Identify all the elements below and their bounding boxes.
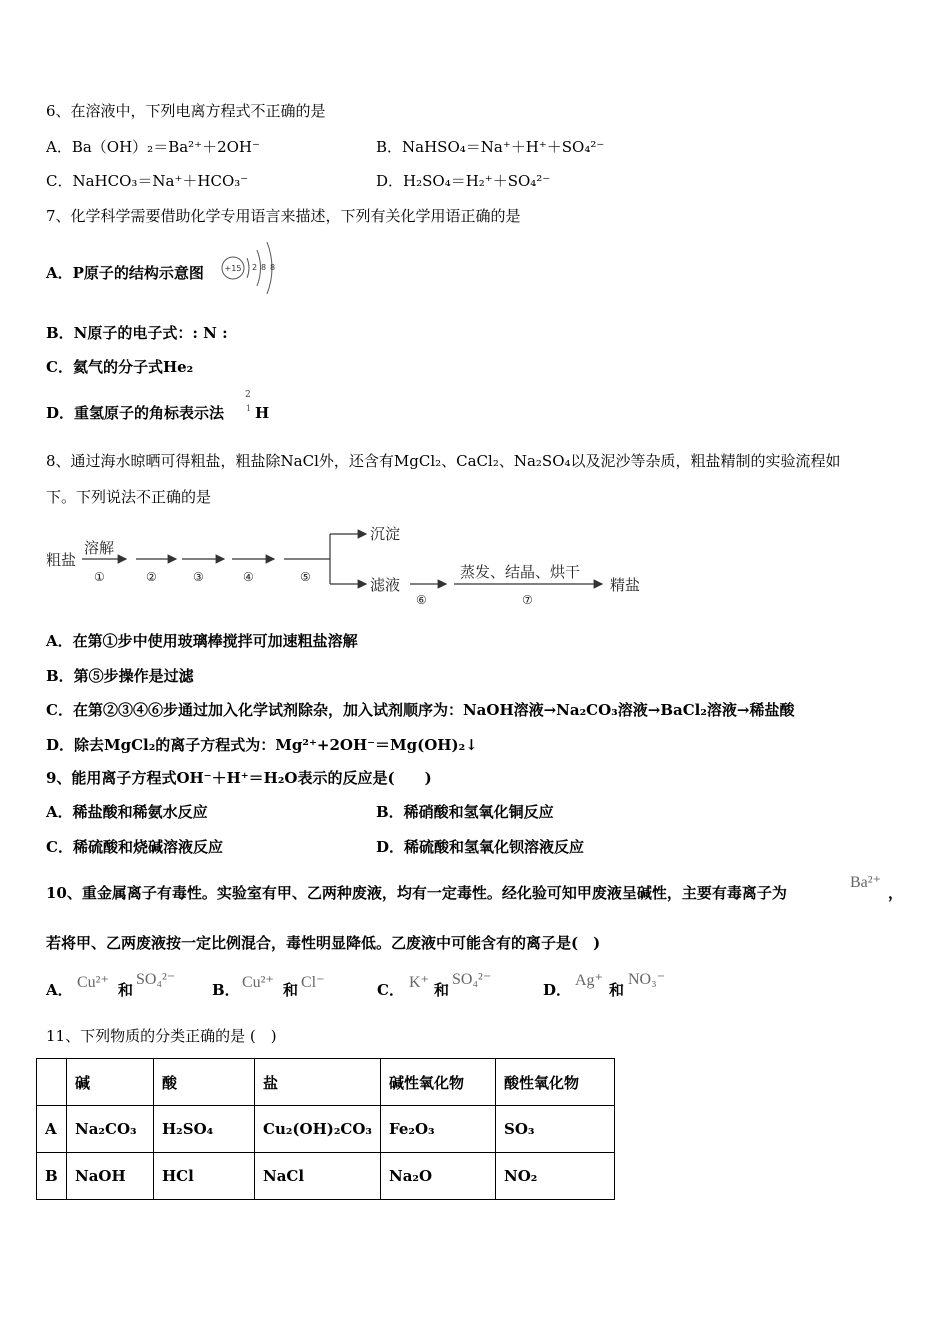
q10-option-d-and: 和 <box>609 981 625 999</box>
flow-step-6: ⑥ <box>416 593 427 607</box>
q9-stem: 9、能用离子方程式OH⁻＋H⁺＝H₂O表示的反应是( ) <box>46 769 432 787</box>
q10-option-b-ion1: Cu²⁺ <box>242 974 274 991</box>
table-cell: B <box>37 1153 67 1200</box>
q6-stem: 6、在溶液中，下列电离方程式不正确的是 <box>46 102 326 120</box>
p-atom-diagram <box>220 236 276 296</box>
q10-option-d-ion2: NO₃⁻ <box>628 971 666 988</box>
q10-option-a-ion1: Cu²⁺ <box>77 974 109 991</box>
table-row <box>37 1153 615 1200</box>
q10-stem-ion: Ba²⁺ <box>850 874 882 891</box>
q6-option-b: B．NaHSO₄＝Na⁺＋H⁺＋SO₄²⁻ <box>376 138 605 156</box>
table-cell: A <box>37 1106 67 1153</box>
q6-option-c: C．NaHCO₃＝Na⁺＋HCO₃⁻ <box>46 172 249 190</box>
q7-option-c: C．氦气的分子式He₂ <box>46 358 194 376</box>
q10-stem-line2: 若将甲、乙两废液按一定比例混合，毒性明显降低。乙废液中可能含有的离子是( ) <box>46 934 601 952</box>
table-header-cell: 盐 <box>255 1059 381 1106</box>
table-header-cell: 碱 <box>67 1059 154 1106</box>
table-cell: H₂SO₄ <box>154 1106 255 1153</box>
q11-stem: 11、下列物质的分类正确的是 ( ) <box>46 1027 277 1045</box>
q7-stem: 7、化学科学需要借助化学专用语言来描述，下列有关化学用语正确的是 <box>46 207 521 225</box>
flow-step-5: ⑤ <box>300 570 311 584</box>
q10-option-a-and: 和 <box>118 981 134 999</box>
q10-option-a-ion2: SO₄²⁻ <box>136 971 176 988</box>
flow-step-2: ② <box>146 570 157 584</box>
table-cell: Fe₂O₃ <box>381 1106 496 1153</box>
q10-option-c-label: C． <box>377 981 404 999</box>
atom-shell-1: 2 <box>252 263 258 272</box>
q8-option-d: D．除去MgCl₂的离子方程式为：Mg²⁺+2OH⁻＝Mg(OH)₂↓ <box>46 736 478 754</box>
q10-option-d-ion1: Ag⁺ <box>575 972 603 989</box>
q10-option-a-label: A． <box>46 981 73 999</box>
q9-option-c: C．稀硫酸和烧碱溶液反应 <box>46 838 223 856</box>
table-cell: HCl <box>154 1153 255 1200</box>
table-cell: Na₂CO₃ <box>67 1106 154 1153</box>
q9-option-d: D．稀硫酸和氢氧化钡溶液反应 <box>376 838 585 856</box>
table-cell: Cu₂(OH)₂CO₃ <box>255 1106 381 1153</box>
table-cell: NaCl <box>255 1153 381 1200</box>
table-header-cell: 酸性氧化物 <box>496 1059 615 1106</box>
table-cell: SO₃ <box>496 1106 615 1153</box>
q10-option-d-label: D． <box>543 981 572 999</box>
q10-option-b-ion2: Cl⁻ <box>301 974 325 991</box>
atom-shell-2: 8 <box>261 263 267 272</box>
q7-option-d: D．重氢原子的角标表示法 <box>46 404 225 422</box>
flow-step-1: ① <box>94 570 105 584</box>
q9-option-b: B．稀硝酸和氢氧化铜反应 <box>376 803 554 821</box>
q7-option-b: B．N原子的电子式：: N : <box>46 324 228 342</box>
flow-start: 粗盐 <box>46 551 77 569</box>
q10-option-b-label: B． <box>212 981 240 999</box>
q10-option-b-and: 和 <box>283 981 299 999</box>
q10-option-c-ion2: SO₄²⁻ <box>452 971 492 988</box>
q8-option-a: A．在第①步中使用玻璃棒搅拌可加速粗盐溶解 <box>46 632 358 650</box>
table-header-cell: 碱性氧化物 <box>381 1059 496 1106</box>
flow-step-4: ④ <box>243 570 254 584</box>
q7-option-a: A．P原子的结构示意图 <box>46 264 204 282</box>
atom-shell-3: 8 <box>270 263 276 272</box>
q10-option-c-ion1: K⁺ <box>409 974 429 991</box>
atom-nucleus: +15 <box>224 264 242 273</box>
q6-option-d: D．H₂SO₄＝H₂⁺＋SO₄²⁻ <box>376 172 551 190</box>
table-header-row <box>37 1059 615 1106</box>
q10-stem-line1: 10、重金属离子有毒性。实验室有甲、乙两种废液，均有一定毒性。经化验可知甲废液呈碱性，主要有毒离子为 <box>46 884 787 902</box>
table-header-cell <box>37 1059 67 1106</box>
q8-stem-line1: 8、通过海水晾晒可得粗盐，粗盐除NaCl外，还含有MgCl₂、CaCl₂、Na₂SO₄以及泥沙等杂质，粗盐精制的实验流程如 <box>46 452 841 470</box>
q6-option-a: A．Ba（OH）₂＝Ba²⁺＋2OH⁻ <box>46 138 260 156</box>
deuterium-symbol: H <box>255 404 270 422</box>
table-row <box>37 1106 615 1153</box>
flow-end: 精盐 <box>610 576 641 594</box>
flow-filtrate: 滤液 <box>370 576 401 594</box>
table-cell: NaOH <box>67 1153 154 1200</box>
deuterium-mass-number: 2 <box>245 390 251 400</box>
flow-evaporate: 蒸发、结晶、烘干 <box>460 563 581 581</box>
table-cell: NO₂ <box>496 1153 615 1200</box>
deuterium-atomic-number: 1 <box>246 404 252 413</box>
salt-purification-flowchart <box>40 520 660 615</box>
q10-stem-comma: ， <box>888 884 904 902</box>
table-cell: Na₂O <box>381 1153 496 1200</box>
q9-option-a: A．稀盐酸和稀氨水反应 <box>46 803 208 821</box>
table-header-cell: 酸 <box>154 1059 255 1106</box>
flow-step-3: ③ <box>193 570 204 584</box>
classification-table <box>36 1058 615 1200</box>
q10-option-c-and: 和 <box>434 981 450 999</box>
flow-precipitate: 沉淀 <box>370 525 401 543</box>
q8-stem-line2: 下。下列说法不正确的是 <box>46 488 212 506</box>
q8-option-b: B．第⑤步操作是过滤 <box>46 667 194 685</box>
flow-step-7: ⑦ <box>522 593 533 607</box>
q8-option-c: C．在第②③④⑥步通过加入化学试剂除杂，加入试剂顺序为：NaOH溶液→Na₂CO₃溶液→BaCl₂溶液→稀盐酸 <box>46 701 795 719</box>
flow-dissolve: 溶解 <box>84 539 115 557</box>
